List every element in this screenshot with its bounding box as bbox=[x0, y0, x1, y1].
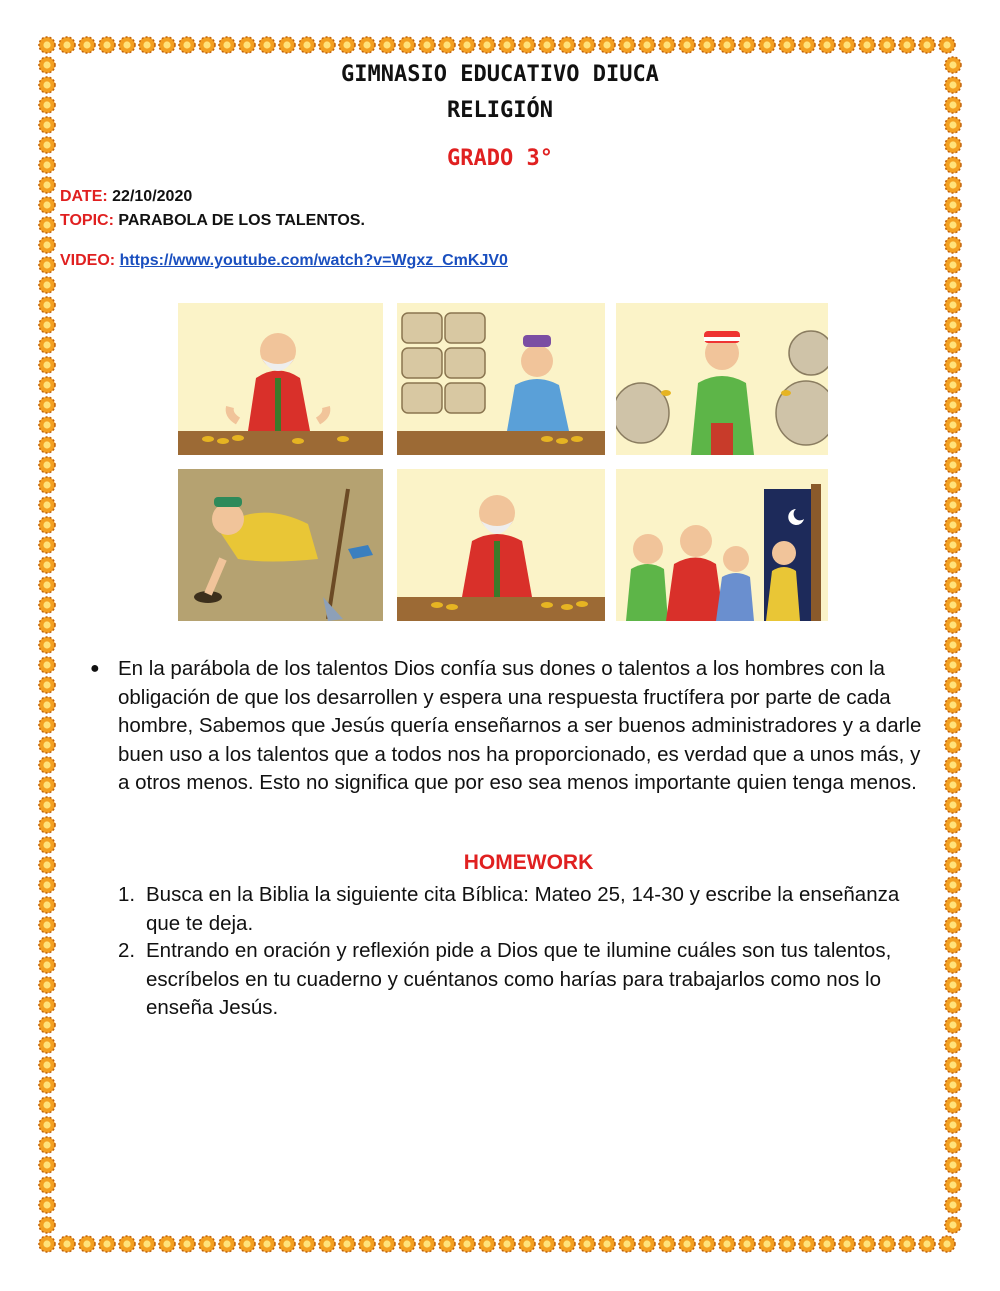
flower-icon bbox=[659, 37, 675, 53]
flower-icon bbox=[359, 1236, 375, 1252]
flower-icon bbox=[39, 1097, 55, 1113]
flower-icon bbox=[39, 757, 55, 773]
topic-label: TOPIC: bbox=[60, 212, 114, 229]
flower-icon bbox=[639, 1236, 655, 1252]
flower-icon bbox=[239, 1236, 255, 1252]
flower-icon bbox=[945, 1197, 961, 1213]
flower-icon bbox=[39, 557, 55, 573]
flower-icon bbox=[39, 437, 55, 453]
flower-icon bbox=[945, 557, 961, 573]
flower-icon bbox=[945, 817, 961, 833]
flower-icon bbox=[945, 1037, 961, 1053]
flower-icon bbox=[879, 37, 895, 53]
flower-icon bbox=[419, 1236, 435, 1252]
flower-icon bbox=[919, 37, 935, 53]
flower-icon bbox=[39, 1157, 55, 1173]
flower-icon bbox=[299, 37, 315, 53]
flower-icon bbox=[945, 757, 961, 773]
flower-icon bbox=[619, 37, 635, 53]
homework-heading: HOMEWORK bbox=[463, 851, 594, 874]
illustration-group-door bbox=[616, 469, 828, 621]
school-title: GIMNASIO EDUCATIVO DIUCA bbox=[341, 62, 659, 87]
topic-line bbox=[60, 212, 365, 230]
flower-icon bbox=[39, 497, 55, 513]
flower-icon bbox=[945, 1077, 961, 1093]
flower-icon bbox=[219, 37, 235, 53]
flower-icon bbox=[945, 517, 961, 533]
flower-icon bbox=[945, 417, 961, 433]
flower-icon bbox=[39, 457, 55, 473]
flower-icon bbox=[339, 37, 355, 53]
flower-icon bbox=[859, 1236, 875, 1252]
flower-icon bbox=[119, 1236, 135, 1252]
flower-icon bbox=[39, 257, 55, 273]
flower-icon bbox=[339, 1236, 355, 1252]
flower-icon bbox=[39, 977, 55, 993]
flower-icon bbox=[799, 37, 815, 53]
flower-icon bbox=[39, 537, 55, 553]
flower-icon bbox=[39, 397, 55, 413]
flower-icon bbox=[39, 317, 55, 333]
illustration-master-coins bbox=[178, 303, 383, 455]
flower-icon bbox=[39, 937, 55, 953]
flower-icon bbox=[639, 37, 655, 53]
flower-icon bbox=[945, 797, 961, 813]
flower-icon bbox=[479, 1236, 495, 1252]
flower-icon bbox=[939, 37, 955, 53]
parable-illustrations bbox=[178, 303, 828, 621]
homework-item-number: 2. bbox=[118, 939, 136, 962]
flower-icon bbox=[945, 917, 961, 933]
flower-icon bbox=[479, 37, 495, 53]
flower-icon bbox=[279, 37, 295, 53]
flower-icon bbox=[579, 37, 595, 53]
flower-icon bbox=[359, 37, 375, 53]
flower-icon bbox=[179, 37, 195, 53]
flower-icon bbox=[499, 37, 515, 53]
flower-icon bbox=[839, 1236, 855, 1252]
flower-icon bbox=[945, 657, 961, 673]
flower-icon bbox=[719, 37, 735, 53]
flower-icon bbox=[319, 1236, 335, 1252]
flower-icon bbox=[499, 1236, 515, 1252]
flower-icon bbox=[39, 177, 55, 193]
flower-icon bbox=[819, 37, 835, 53]
flower-icon bbox=[139, 37, 155, 53]
flower-icon bbox=[945, 617, 961, 633]
flower-icon bbox=[39, 277, 55, 293]
flower-icon bbox=[945, 1017, 961, 1033]
flower-icon bbox=[139, 1236, 155, 1252]
flower-icon bbox=[945, 1057, 961, 1073]
flower-icon bbox=[319, 37, 335, 53]
flower-icon bbox=[899, 1236, 915, 1252]
flower-icon bbox=[945, 1137, 961, 1153]
flower-icon bbox=[39, 237, 55, 253]
flower-icon bbox=[439, 1236, 455, 1252]
flower-icon bbox=[945, 297, 961, 313]
illustration-servant-coins bbox=[616, 303, 828, 455]
flower-icon bbox=[659, 1236, 675, 1252]
flower-icon bbox=[779, 1236, 795, 1252]
flower-icon bbox=[39, 297, 55, 313]
flower-icon bbox=[39, 1177, 55, 1193]
flower-icon bbox=[259, 37, 275, 53]
flower-icon bbox=[39, 797, 55, 813]
flower-icon bbox=[859, 37, 875, 53]
flower-icon bbox=[719, 1236, 735, 1252]
flower-icon bbox=[399, 37, 415, 53]
flower-icon bbox=[945, 1177, 961, 1193]
flower-icon bbox=[179, 1236, 195, 1252]
flower-icon bbox=[39, 577, 55, 593]
subject-title: RELIGIÓN bbox=[447, 98, 553, 123]
flower-icon bbox=[945, 1157, 961, 1173]
flower-icon bbox=[539, 37, 555, 53]
flower-icon bbox=[159, 1236, 175, 1252]
flower-icon bbox=[39, 637, 55, 653]
flower-icon bbox=[39, 37, 55, 53]
flower-icon bbox=[559, 1236, 575, 1252]
flower-icon bbox=[945, 317, 961, 333]
flower-icon bbox=[39, 817, 55, 833]
flower-icon bbox=[945, 597, 961, 613]
date-line bbox=[60, 188, 192, 206]
flower-icon bbox=[939, 1236, 955, 1252]
flower-icon bbox=[945, 877, 961, 893]
flower-icon bbox=[799, 1236, 815, 1252]
flower-icon bbox=[39, 1197, 55, 1213]
flower-icon bbox=[39, 1037, 55, 1053]
flower-icon bbox=[379, 37, 395, 53]
flower-icon bbox=[39, 197, 55, 213]
flower-icon bbox=[79, 37, 95, 53]
flower-icon bbox=[39, 517, 55, 533]
flower-icon bbox=[119, 37, 135, 53]
flower-icon bbox=[39, 1117, 55, 1133]
flower-icon bbox=[945, 377, 961, 393]
flower-icon bbox=[59, 37, 75, 53]
homework-item-number: 1. bbox=[118, 883, 136, 906]
flower-icon bbox=[199, 1236, 215, 1252]
flower-icon bbox=[945, 777, 961, 793]
flower-icon bbox=[199, 37, 215, 53]
flower-icon bbox=[239, 37, 255, 53]
flower-icon bbox=[39, 1077, 55, 1093]
flower-icon bbox=[439, 37, 455, 53]
flower-icon bbox=[945, 737, 961, 753]
flower-icon bbox=[945, 337, 961, 353]
flower-icon bbox=[299, 1236, 315, 1252]
flower-icon bbox=[39, 1137, 55, 1153]
flower-icon bbox=[839, 37, 855, 53]
bullet-dot-icon: ● bbox=[90, 660, 100, 677]
flower-icon bbox=[519, 1236, 535, 1252]
flower-icon bbox=[39, 377, 55, 393]
flower-icon bbox=[739, 37, 755, 53]
homework-item-text: Busca en la Biblia la siguiente cita Bíblica: Mateo 25, 14-30 y escribe la enseñanza que te deja. bbox=[146, 883, 900, 935]
flower-icon bbox=[945, 277, 961, 293]
flower-icon bbox=[539, 1236, 555, 1252]
flower-icon bbox=[945, 197, 961, 213]
illustration-master-returns bbox=[397, 469, 605, 621]
video-line bbox=[60, 252, 508, 270]
flower-icon bbox=[945, 957, 961, 973]
flower-icon bbox=[39, 997, 55, 1013]
flower-icon bbox=[945, 697, 961, 713]
flower-icon bbox=[39, 1057, 55, 1073]
flower-icon bbox=[559, 37, 575, 53]
flower-icon bbox=[619, 1236, 635, 1252]
flower-icon bbox=[779, 37, 795, 53]
flower-icon bbox=[39, 957, 55, 973]
flower-icon bbox=[945, 997, 961, 1013]
flower-icon bbox=[39, 337, 55, 353]
flower-icon bbox=[945, 1217, 961, 1233]
flower-icon bbox=[39, 777, 55, 793]
flower-icon bbox=[159, 37, 175, 53]
flower-icon bbox=[39, 717, 55, 733]
flower-icon bbox=[39, 1236, 55, 1252]
flower-icon bbox=[945, 637, 961, 653]
flower-icon bbox=[899, 37, 915, 53]
flower-icon bbox=[945, 217, 961, 233]
flower-icon bbox=[699, 1236, 715, 1252]
flower-icon bbox=[39, 617, 55, 633]
flower-icon bbox=[759, 1236, 775, 1252]
paragraph-text: En la parábola de los talentos Dios confía sus dones o talentos a los hombres con la obligación de que los desarrollen y espera una respuesta fructífera por parte de cada hombre, Sabemos que Jesús quería enseñarnos a ser buenos administradores y a darle buen uso a los talentos que a todos nos ha proporcionado, es verdad que a unos más, y a otros menos. Esto no significa que por eso sea menos importante quien tenga menos. bbox=[118, 657, 922, 794]
flower-icon bbox=[219, 1236, 235, 1252]
flower-icon bbox=[945, 457, 961, 473]
flower-icon bbox=[39, 597, 55, 613]
flower-icon bbox=[879, 1236, 895, 1252]
flower-icon bbox=[39, 877, 55, 893]
flower-icon bbox=[945, 357, 961, 373]
flower-icon bbox=[39, 697, 55, 713]
flower-icon bbox=[945, 497, 961, 513]
flower-icon bbox=[39, 1217, 55, 1233]
homework-item-text: Entrando en oración y reflexión pide a Dios que te ilumine cuáles son tus talentos, escríbelos en tu cuaderno y cuéntanos como harías para trabajarlos como nos lo enseña Jesús. bbox=[146, 939, 892, 1019]
flower-icon bbox=[599, 37, 615, 53]
flower-icon bbox=[519, 37, 535, 53]
illustration-servant-digging bbox=[178, 469, 383, 621]
flower-icon bbox=[259, 1236, 275, 1252]
date-label: DATE: bbox=[60, 188, 108, 205]
flower-icon bbox=[679, 37, 695, 53]
flower-icon bbox=[945, 937, 961, 953]
flower-icon bbox=[945, 1117, 961, 1133]
flower-icon bbox=[39, 477, 55, 493]
flower-icon bbox=[39, 917, 55, 933]
flower-icon bbox=[945, 977, 961, 993]
flower-icon bbox=[99, 1236, 115, 1252]
flower-icon bbox=[759, 37, 775, 53]
flower-icon bbox=[945, 257, 961, 273]
flower-icon bbox=[679, 1236, 695, 1252]
flower-icon bbox=[945, 677, 961, 693]
flower-icon bbox=[459, 37, 475, 53]
date-value: 22/10/2020 bbox=[112, 188, 193, 205]
flower-icon bbox=[945, 717, 961, 733]
flower-icon bbox=[39, 217, 55, 233]
flower-icon bbox=[459, 1236, 475, 1252]
topic-value: PARABOLA DE LOS TALENTOS. bbox=[118, 212, 365, 229]
flower-icon bbox=[39, 897, 55, 913]
flower-icon bbox=[945, 177, 961, 193]
flower-icon bbox=[279, 1236, 295, 1252]
flower-icon bbox=[945, 397, 961, 413]
video-label: VIDEO: bbox=[60, 252, 116, 269]
flower-icon bbox=[945, 897, 961, 913]
flower-icon bbox=[79, 1236, 95, 1252]
illustration-servant-sacks bbox=[397, 303, 605, 455]
grade-title: GRADO 3° bbox=[447, 146, 553, 171]
flower-icon bbox=[945, 537, 961, 553]
flower-icon bbox=[99, 37, 115, 53]
flower-icon bbox=[59, 1236, 75, 1252]
flower-icon bbox=[945, 237, 961, 253]
flower-icon bbox=[379, 1236, 395, 1252]
flower-icon bbox=[419, 37, 435, 53]
flower-icon bbox=[399, 1236, 415, 1252]
video-link[interactable]: https://www.youtube.com/watch?v=Wgxz_CmKJV0 bbox=[119, 252, 508, 269]
flower-icon bbox=[945, 577, 961, 593]
flower-icon bbox=[39, 677, 55, 693]
flower-icon bbox=[39, 737, 55, 753]
flower-icon bbox=[699, 37, 715, 53]
flower-icon bbox=[739, 1236, 755, 1252]
flower-icon bbox=[39, 1017, 55, 1033]
flower-icon bbox=[945, 1097, 961, 1113]
flower-icon bbox=[599, 1236, 615, 1252]
flower-icon bbox=[39, 657, 55, 673]
flower-icon bbox=[919, 1236, 935, 1252]
flower-icon bbox=[819, 1236, 835, 1252]
flower-icon bbox=[945, 477, 961, 493]
flower-icon bbox=[945, 437, 961, 453]
flower-icon bbox=[39, 417, 55, 433]
flower-icon bbox=[39, 357, 55, 373]
flower-icon bbox=[579, 1236, 595, 1252]
